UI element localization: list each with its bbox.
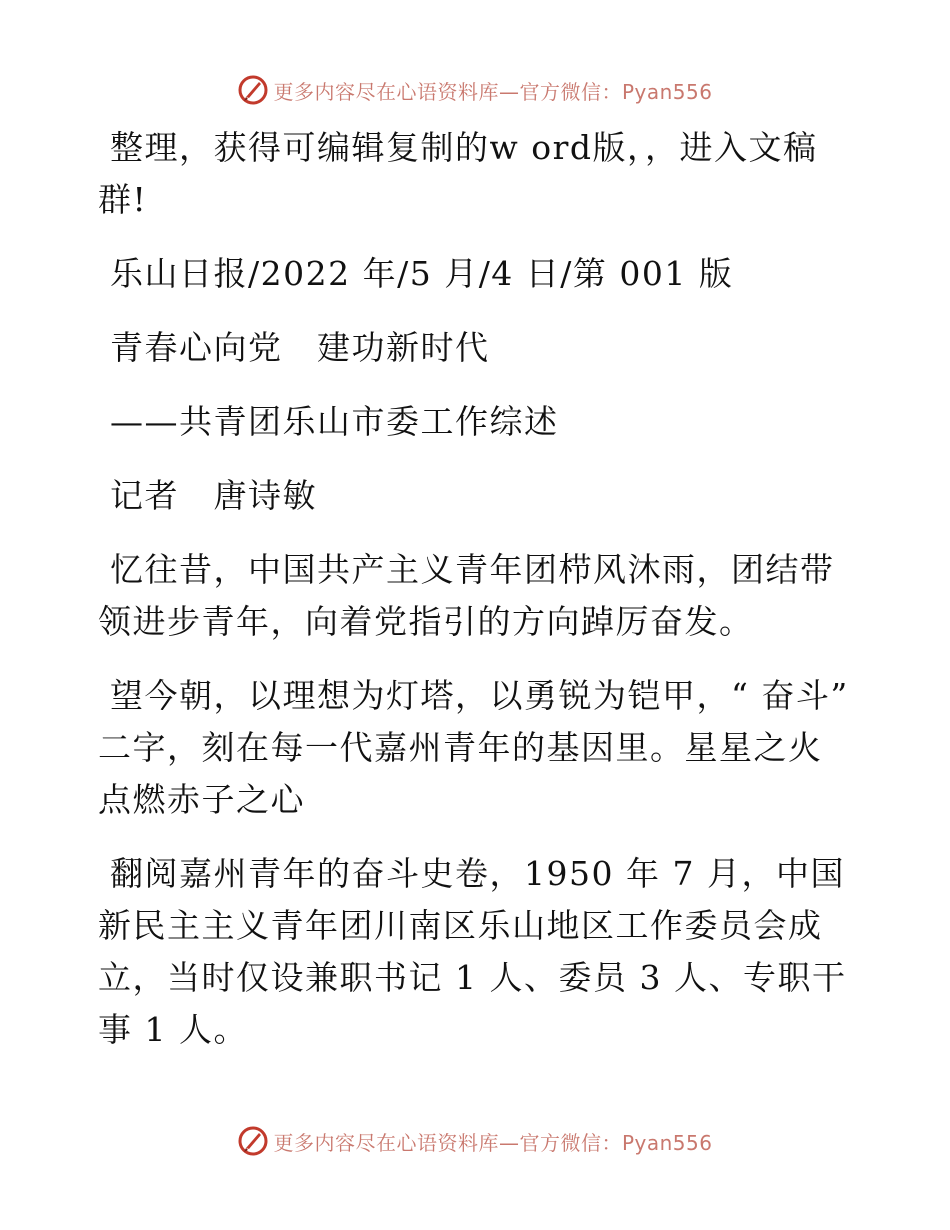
publication-line: 乐山日报/2022 年/5 月/4 日/第 001 版: [110, 254, 734, 293]
body-paragraph: 忆往昔，中国共产主义青年团栉风沐雨，团结带领进步青年，向着党指引的方向踔厉奋发。: [98, 550, 835, 641]
watermark-text: 更多内容尽在心语资料库—官方微信：Pyan556: [273, 79, 713, 104]
document-body: [98, 122, 858, 1078]
intro-paragraph: 整理，获得可编辑复制的w ord版，，进入文稿群!: [98, 128, 818, 219]
footer-watermark: [0, 1121, 950, 1161]
byline: 记者 唐诗敏: [110, 476, 317, 515]
header-watermark: [0, 70, 950, 110]
quill-logo-icon: [237, 1125, 269, 1157]
watermark-text: 更多内容尽在心语资料库—官方微信：Pyan556: [273, 1130, 713, 1155]
article-title: 青春心向党 建功新时代: [110, 328, 490, 367]
body-paragraph: 翻阅嘉州青年的奋斗史卷，1950 年 7 月，中国新民主主义青年团川南区乐山地区工作委员会成立，当时仅设兼职书记 1 人、委员 3 人、专职干事 1 人。: [98, 854, 847, 1049]
article-subtitle: ——共青团乐山市委工作综述: [110, 402, 559, 441]
quill-logo-icon: [237, 74, 269, 106]
body-paragraph: 望今朝，以理想为灯塔，以勇锐为铠甲，“ 奋斗” 二字，刻在每一代嘉州青年的基因里。星星之火 点燃赤子之心: [98, 676, 849, 819]
